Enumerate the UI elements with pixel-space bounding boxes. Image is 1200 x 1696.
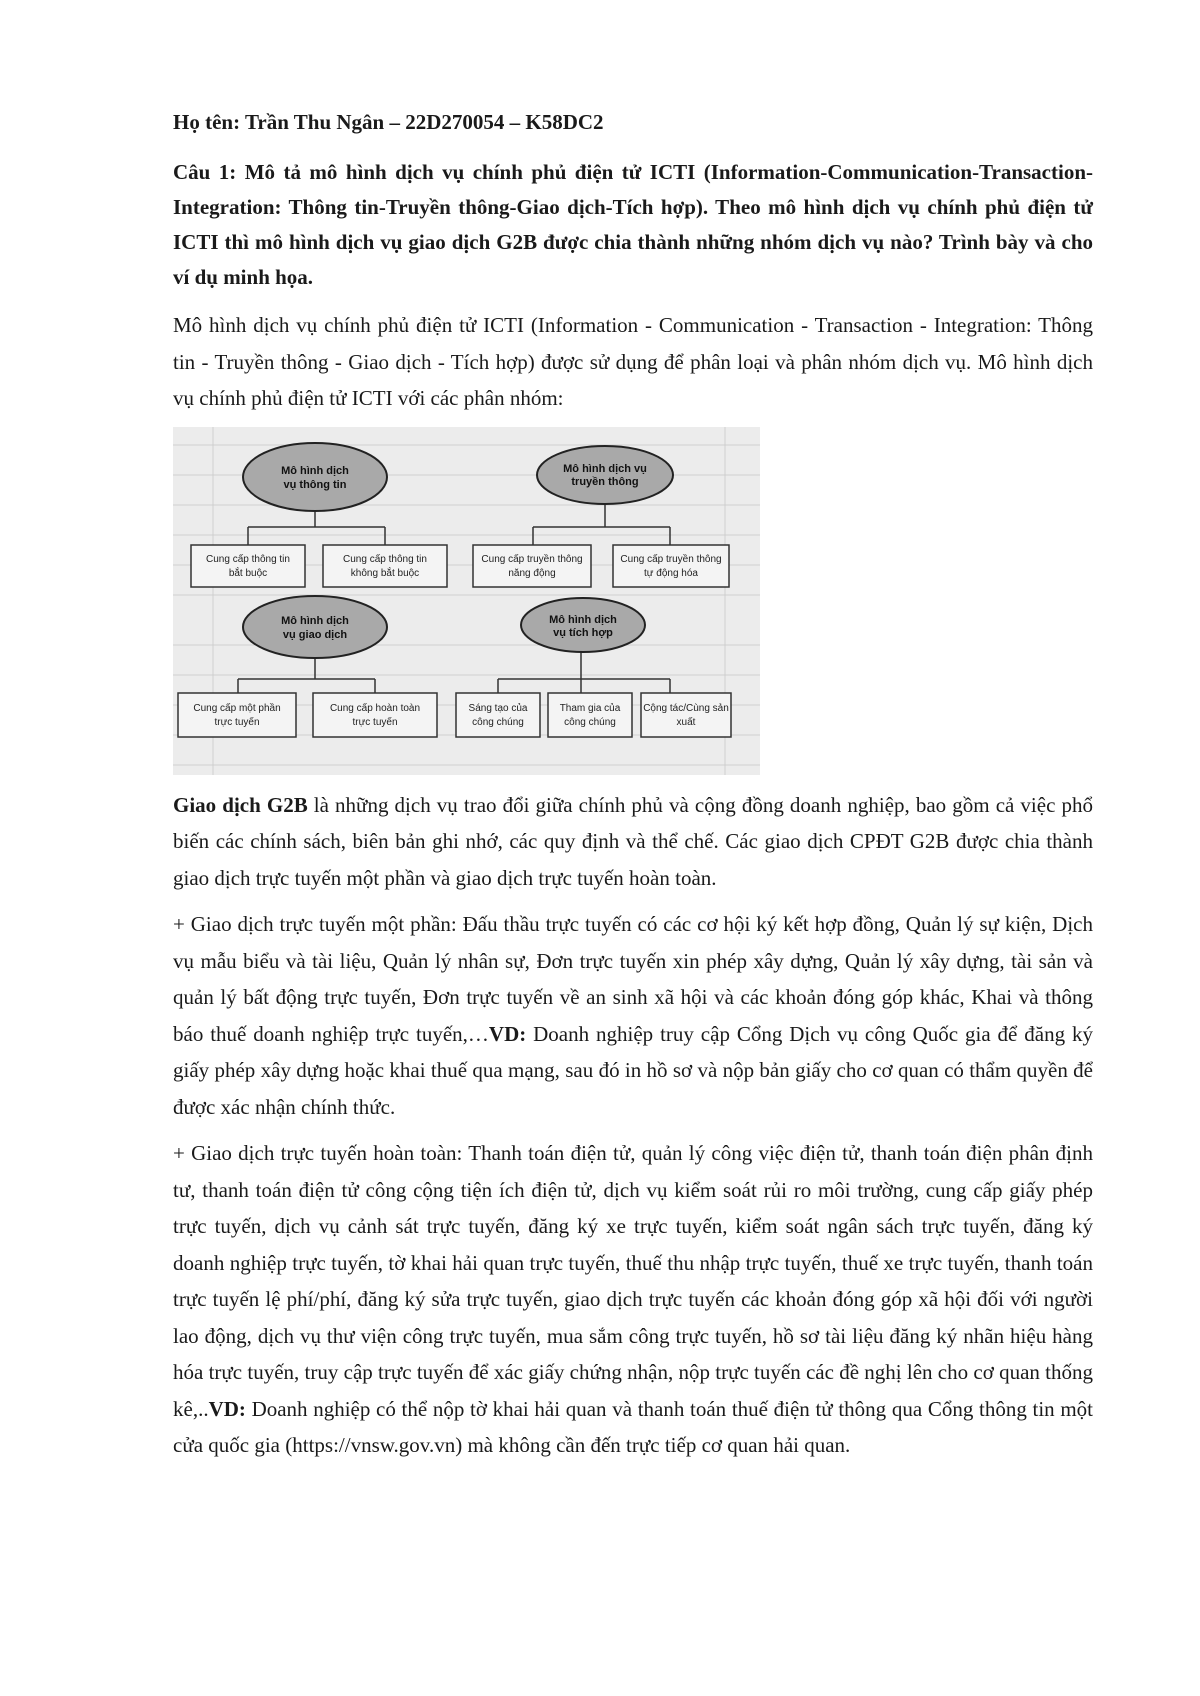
comm-title-2: truyền thông: [571, 475, 639, 488]
info-child-1-line1: Cung cấp thông tin: [206, 553, 290, 565]
partial-online-text: + Giao dịch trực tuyến một phần: Đấu thầu trực tuyến có các cơ hội ký kết hợp đồng, Quản lý sự kiện, Dịch vụ mẫu biểu và tài liệu, Quản lý nhân sự, Đơn trực tuyến xin phép xây dựng, Quản lý xây dựng, tài sản và quản lý bất động trực tuyến, Đơn trực tuyến về an sinh xã hội và các khoản đóng góp khác, Khai và thông báo thuế doanh nghiệp trực tuyến,…: [173, 912, 1093, 1046]
integ-title-2: vụ tích hợp: [553, 626, 613, 639]
integ-child-1-line1: Sáng tạo của: [468, 702, 528, 714]
integ-child-3-line2: xuất: [676, 716, 696, 728]
comm-child-2: [613, 545, 729, 587]
trans-child-1-line2: trực tuyến: [214, 716, 260, 728]
g2b-definition: là những dịch vụ trao đổi giữa chính phủ và cộng đồng doanh nghiệp, bao gồm cả việc phổ biến các chính sách, biên bản ghi nhớ, các quy định và thể chế. Các giao dịch CPĐT G2B được chia thành giao dịch trực tuyến một phần và giao dịch trực tuyến hoàn toàn.: [173, 792, 1093, 890]
info-title-2: vụ thông tin: [283, 478, 347, 491]
integ-child-2: [548, 693, 632, 737]
comm-child-1: [473, 545, 591, 587]
trans-child-1-line1: Cung cấp một phần: [193, 702, 281, 714]
info-child-2: [323, 545, 447, 587]
full-example-label: VD:: [208, 1396, 246, 1421]
trans-title-2: vụ giao dịch: [282, 628, 348, 641]
info-model-node: [243, 443, 387, 511]
trans-model-node: [243, 596, 387, 658]
comm-child-2-line2: tự động hóa: [644, 567, 698, 579]
trans-title-1: Mô hình dịch: [281, 614, 349, 627]
comm-model-node: [537, 446, 673, 504]
g2b-paragraph: [173, 787, 1093, 897]
full-example-text: Doanh nghiệp có thể nộp tờ khai hải quan và thanh toán thuế điện tử thông qua Cổng thông tin một cửa quốc gia (https://vnsw.gov.vn) mà không cần đến trực tiếp cơ quan hải quan.: [173, 1396, 1093, 1458]
integ-child-1-line2: công chúng: [472, 716, 524, 728]
comm-title-1: Mô hình dịch vụ: [563, 462, 647, 475]
full-online-text: + Giao dịch trực tuyến hoàn toàn: Thanh toán điện tử, quản lý công việc điện tử, thanh toán điện phân định tư, thanh toán điện tử công cộng tiện ích điện tử, dịch vụ kiểm soát rủi ro môi trường, cung cấp giấy phép trực tuyến, dịch vụ cảnh sát trực tuyến, đăng ký xe trực tuyến, kiểm soát ngân sách trực tuyến, đăng ký doanh nghiệp trực tuyến, tờ khai hải quan trực tuyến, thuế thu nhập trực tuyến, thuế xe trực tuyến, thanh toán trực tuyến lệ phí/phí, đăng ký sửa trực tuyến, giao dịch trực tuyến các khoản đóng góp xã hội đối với người lao động, dịch vụ thư viện công trực tuyến, mua sắm công trực tuyến, hồ sơ tài liệu đăng ký nhãn hiệu hàng hóa trực tuyến, truy cập trực tuyến để xác giấy chứng nhận, nộp trực tuyến các đề nghị lên cho cơ quan thống kê,..: [173, 1141, 1093, 1421]
icti-diagram: [173, 427, 760, 775]
info-child-1: [191, 545, 305, 587]
question-text: Câu 1: Mô tả mô hình dịch vụ chính phủ điện tử ICTI (Information-Communication-Transaction-Integration: Thông tin-Truyền thông-Giao dịch-Tích hợp). Theo mô hình dịch vụ chính phủ điện tử ICTI thì mô hình dịch vụ giao dịch G2B được chia thành những nhóm dịch vụ nào? Trình bày và cho ví dụ minh họa.: [173, 160, 1093, 290]
info-child-1-line2: bắt buộc: [228, 567, 268, 579]
full-online-paragraph: [173, 1135, 1093, 1464]
integ-child-3: [641, 693, 731, 737]
trans-child-1: [178, 693, 296, 737]
document-page: [173, 108, 1093, 1474]
intro-paragraph: Mô hình dịch vụ chính phủ điện tử ICTI (Information - Communication - Transaction - Integration: Thông tin - Truyền thông - Giao dịch - Tích hợp) được sử dụng để phân loại và phân nhóm dịch vụ. Mô hình dịch vụ chính phủ điện tử ICTI với các phân nhóm:: [173, 313, 1093, 411]
comm-child-1-line1: Cung cấp truyền thông: [481, 553, 583, 565]
integ-child-2-line2: công chúng: [564, 716, 616, 728]
trans-child-2: [313, 693, 437, 737]
partial-online-paragraph: [173, 906, 1093, 1125]
integ-title-1: Mô hình dịch: [549, 613, 617, 626]
partial-example-text: Doanh nghiệp truy cập Cổng Dịch vụ công Quốc gia để đăng ký giấy phép xây dựng hoặc khai thuế qua mạng, sau đó in hồ sơ và nộp bản giấy cho cơ quan có thẩm quyền để được xác nhận chính thức.: [173, 1021, 1094, 1119]
info-title-1: Mô hình dịch: [281, 464, 349, 477]
partial-example-label: VD:: [488, 1021, 527, 1046]
integ-child-2-line1: Tham gia của: [559, 702, 621, 714]
g2b-term: Giao dịch G2B: [173, 792, 308, 817]
trans-child-2-line2: trực tuyến: [352, 716, 398, 728]
integ-child-1: [456, 693, 540, 737]
trans-child-2-line1: Cung cấp hoàn toàn: [329, 702, 421, 714]
student-header: Họ tên: Trần Thu Ngân – 22D270054 – K58DC2: [173, 110, 604, 134]
integ-child-3-line1: Cộng tác/Cùng sản: [643, 702, 729, 714]
comm-child-1-line2: năng động: [508, 567, 556, 579]
info-child-2-line2: không bắt buộc: [350, 567, 420, 579]
comm-child-2-line1: Cung cấp truyền thông: [620, 553, 722, 565]
info-child-2-line1: Cung cấp thông tin: [343, 553, 427, 565]
